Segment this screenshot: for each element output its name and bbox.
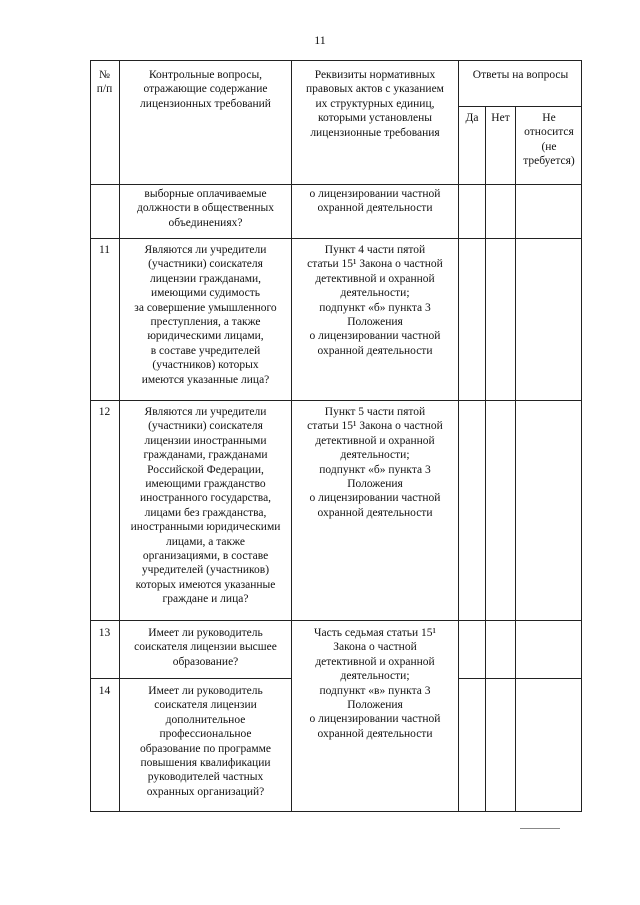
row-requisites-merged: Часть седьмая статьи 15¹ Закона о частной детективной и охранной деятельности; подпункт «в» пункта 3 Положения о лицензировании частной охранной деятельности bbox=[309, 627, 441, 740]
row-requisites: Пункт 4 части пятой статьи 15¹ Закона о частной детективной и охранной деятельности; подпункт «б» пункта 3 Положения о лицензировании частной охранной деятельности bbox=[307, 244, 443, 357]
header-not-applicable: Не относится (не требуется) bbox=[523, 112, 575, 168]
scan-artifact-line bbox=[520, 828, 560, 829]
row-number: 12 bbox=[98, 406, 111, 418]
header-num: № п/п bbox=[96, 69, 113, 95]
header-yes: Да bbox=[465, 112, 479, 124]
row-question: Имеет ли руководитель соискателя лицензии дополнительное профессиональное образование по программе повышения квалификации руководителей частных охранных организаций? bbox=[139, 685, 271, 798]
row-number: 13 bbox=[98, 627, 111, 639]
header-no: Нет bbox=[491, 112, 510, 124]
row-question: Имеет ли руководитель соискателя лицензии высшее образование? bbox=[134, 627, 277, 668]
row-requisites: о лицензировании частной охранной деятельности bbox=[309, 188, 441, 215]
row-question: Являются ли учредители (участники) соискателя лицензии гражданами, имеющими судимость за совершение умышленного преступления, а также юридическими лицами, в составе учредителей (участников) которых имеются указанные лица? bbox=[134, 244, 277, 386]
checklist-table bbox=[90, 60, 582, 812]
page-number: 11 bbox=[314, 33, 326, 47]
row-number: 11 bbox=[98, 244, 111, 256]
header-question: Контрольные вопросы, отражающие содержание лицензионных требований bbox=[140, 69, 271, 110]
header-answers: Ответы на вопросы bbox=[472, 69, 569, 81]
header-requisites: Реквизиты нормативных правовых актов с указанием их структурных единиц, которыми установлены лицензионные требования bbox=[306, 69, 444, 139]
row-requisites: Пункт 5 части пятой статьи 15¹ Закона о частной детективной и охранной деятельности; подпункт «б» пункта 3 Положения о лицензировании частной охранной деятельности bbox=[307, 406, 443, 519]
row-question: Являются ли учредители (участники) соискателя лицензии иностранными гражданами, гражданами Российской Федерации, имеющими гражданство иностранного государства, лицами без гражданства, иностранными юридическими лицами, а также организациями, в составе учредителей (участников) которых имеются указанные граждане и лица? bbox=[130, 406, 281, 606]
row-number: 14 bbox=[98, 685, 111, 697]
row-question: выборные оплачиваемые должности в общественных объединениях? bbox=[136, 188, 275, 229]
